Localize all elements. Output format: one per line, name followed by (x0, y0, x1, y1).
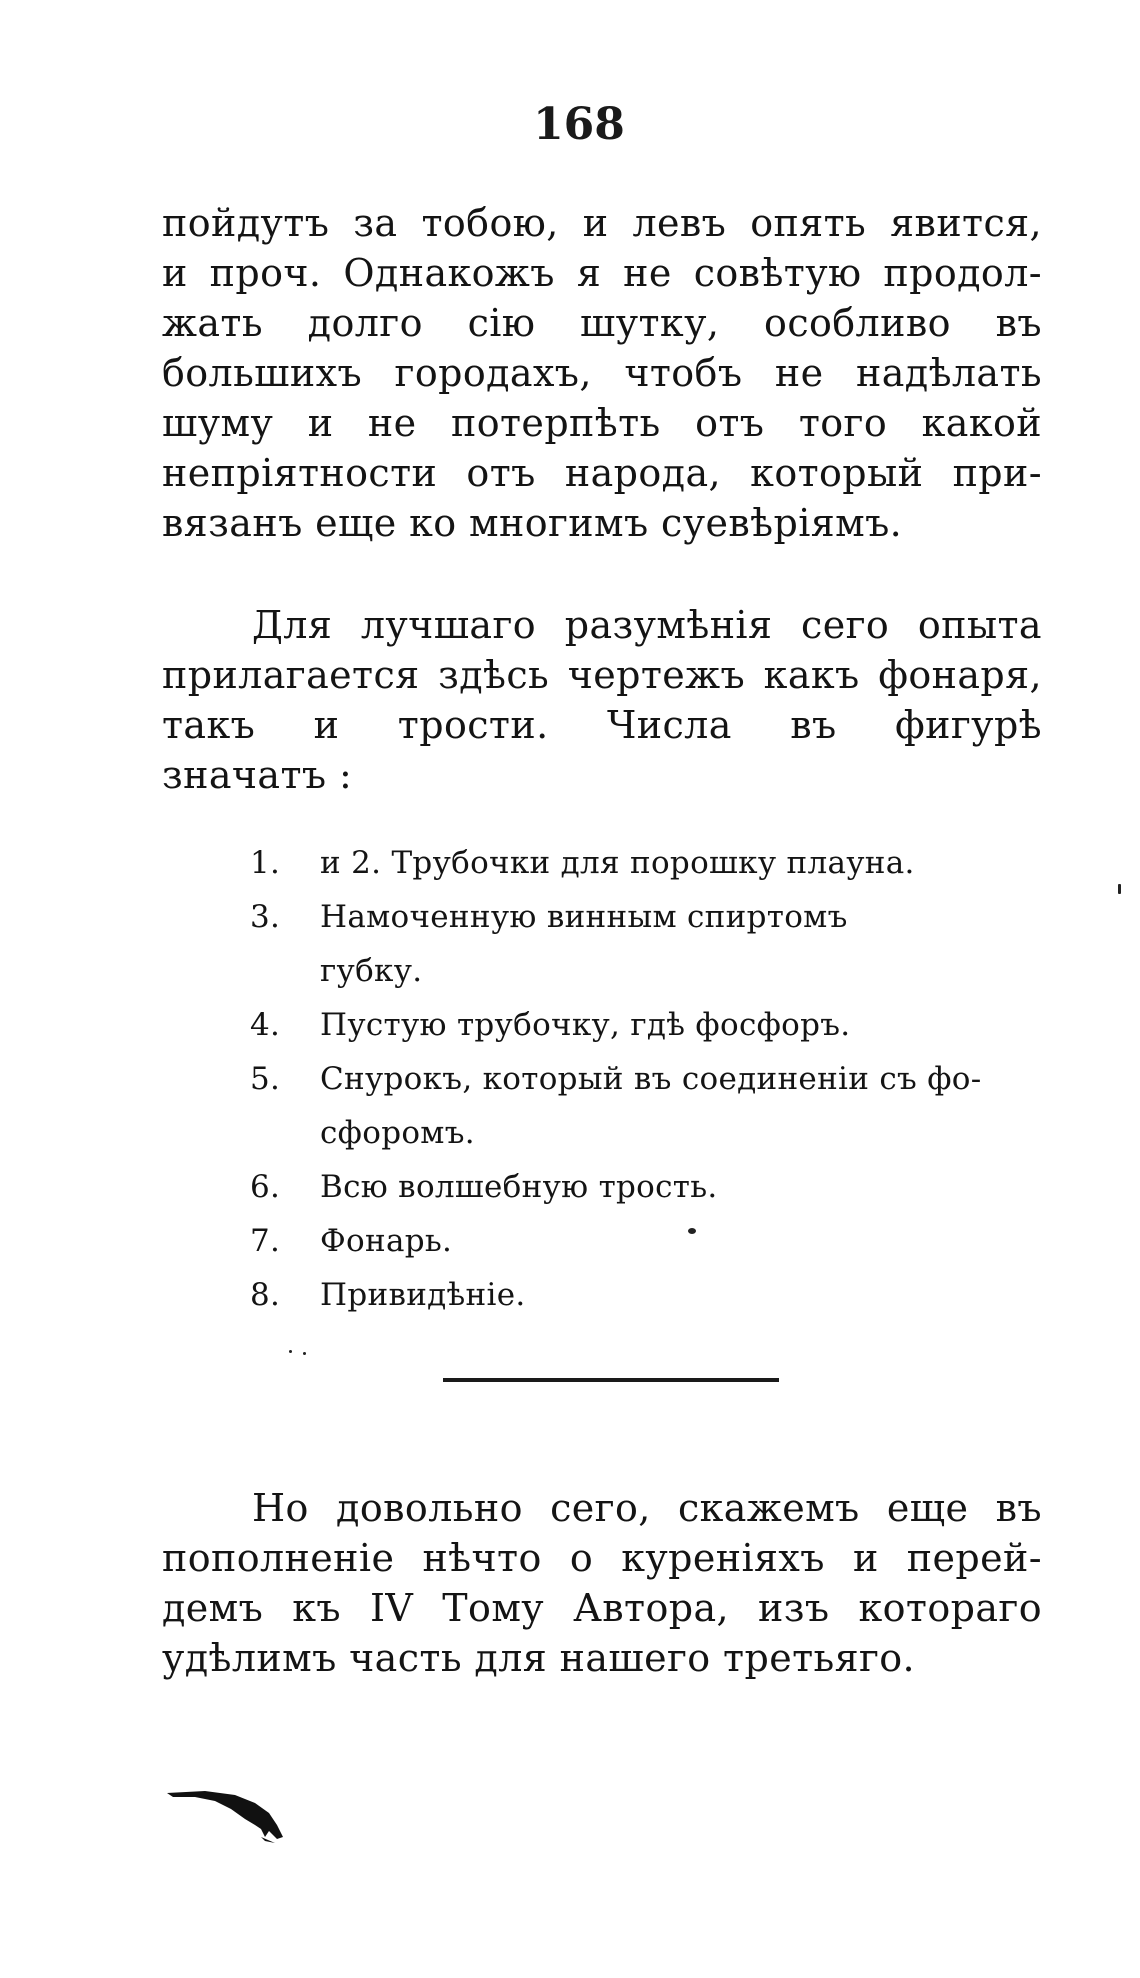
page-number: 168 (533, 99, 625, 150)
legend-item (250, 1052, 1050, 1160)
text-line: пойдутъ за тобою, и левъ опять явится, (162, 201, 1042, 245)
legend-text: сфоромъ. (320, 1115, 475, 1151)
legend-text: губку. (320, 953, 423, 989)
legend-number: 5. (250, 1061, 281, 1097)
print-speck (1118, 884, 1121, 894)
print-speck (289, 1350, 292, 1353)
legend-text: Снурокъ, который въ соединеніи съ фо- (320, 1061, 982, 1097)
text-line: шуму и не потерпѣть отъ того какой (162, 401, 1042, 445)
print-speck (303, 1352, 306, 1355)
paragraph-2 (162, 600, 1042, 800)
text-line: пополненіе нѣчто о куреніяхъ и перей- (162, 1536, 1042, 1580)
text-line: демъ къ IV Тому Автора, изъ котораго (162, 1586, 1042, 1630)
text-line: такъ и трости. Числа въ фигурѣ (162, 703, 1042, 747)
legend-item (250, 998, 1050, 1052)
text-line: и проч. Однакожъ я не совѣтую продол- (162, 251, 1042, 295)
legend-text: Всю волшебную трость. (320, 1169, 718, 1205)
legend-text: Намоченную винным спиртомъ (320, 899, 848, 935)
legend-item (250, 1160, 1050, 1214)
text-line: значатъ : (162, 753, 353, 797)
text-line: прилагается здѣсь чертежъ какъ фонаря, (162, 653, 1042, 697)
text-line: Для лучшаго разумѣнія сего опыта (252, 603, 1042, 647)
legend-number: 6. (250, 1169, 281, 1205)
legend-number: 3. (250, 899, 281, 935)
legend-text: и 2. Трубочки для порошку плауна. (320, 845, 915, 881)
print-speck (688, 1228, 696, 1234)
legend-text: Пустую трубочку, гдѣ фосфоръ. (320, 1007, 851, 1043)
legend-item (250, 890, 1050, 998)
legend-text: Фонарь. (320, 1223, 453, 1259)
section-divider (443, 1378, 779, 1382)
legend-number: 4. (250, 1007, 281, 1043)
text-line: Но довольно сего, скажемъ еще въ (252, 1486, 1042, 1530)
figure-legend (250, 836, 1050, 1322)
legend-number: 7. (250, 1223, 281, 1259)
legend-item (250, 836, 1050, 890)
text-line: удѣлимъ часть для нашего третьяго. (162, 1636, 916, 1680)
text-line: большихъ городахъ, чтобъ не надѣлать (162, 351, 1042, 395)
legend-number: 1. (250, 845, 281, 881)
legend-item (250, 1268, 1050, 1322)
legend-text: Привидѣніе. (320, 1277, 526, 1313)
paragraph-3 (162, 1483, 1042, 1683)
text-line: жать долго сію шутку, особливо въ (162, 301, 1042, 345)
paragraph-1 (162, 198, 1042, 548)
text-line: вязанъ еще ко многимъ суевѣріямъ. (162, 501, 903, 545)
ink-blot-mark (165, 1785, 290, 1845)
legend-item (250, 1214, 1050, 1268)
legend-number: 8. (250, 1277, 281, 1313)
text-line: непріятности отъ народа, который при- (162, 451, 1042, 495)
